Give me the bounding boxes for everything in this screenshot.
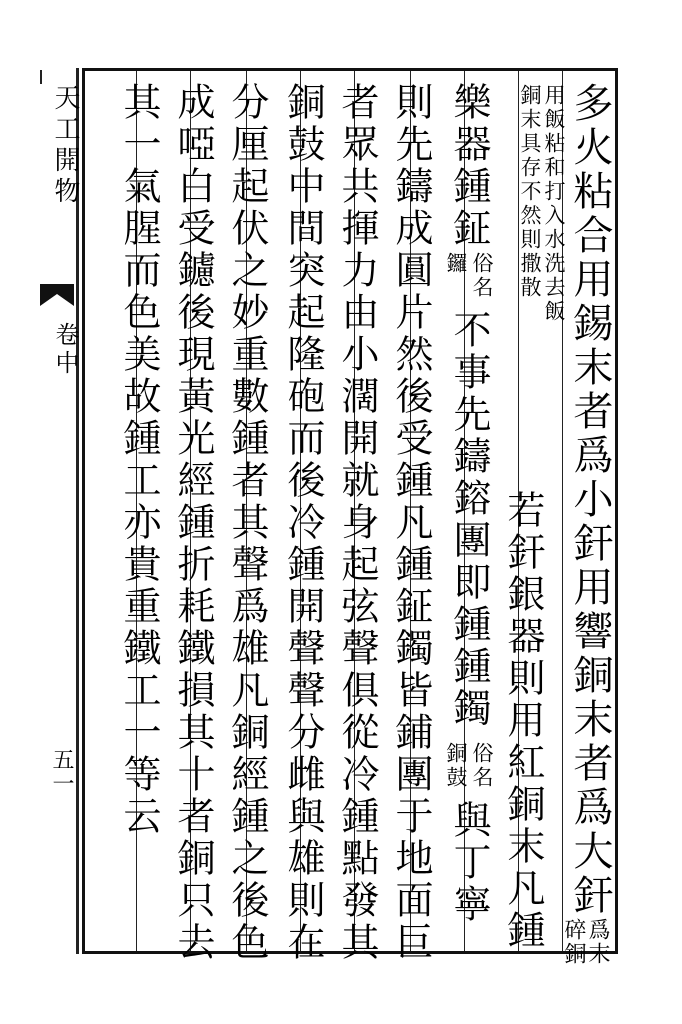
column-1-note-right: 碎銅 <box>561 918 586 966</box>
column-1-note <box>560 918 610 973</box>
volume-label: 卷中 <box>51 322 79 378</box>
column-3-note-right: 俗名 <box>470 252 494 300</box>
page-number: 五一 <box>49 748 74 796</box>
text-column-8: 成啞白受鑢後現黃光經鍾折耗鐵損其十者銅只去 <box>171 82 215 964</box>
column-2-note-right: 用飯粘和打入水洗去飯 <box>542 84 566 324</box>
text-column-6: 銅鼓中間突起隆砲而後冷鍾開聲聲分雌與雄則在 <box>281 82 325 964</box>
column-1-note-left: 爲末 <box>585 918 610 966</box>
text-column-5: 者眾共揮力由小濶開就身起弦聲俱從冷鍾點發其 <box>335 82 379 964</box>
book-title: 天工開物 <box>50 84 80 208</box>
text-column-7: 分厘起伏之妙重數鍾者其聲爲雄凡銅經鍾之後色 <box>225 82 269 964</box>
column-3-text-middle: 不事先鑄鎔團即鍾鍾鐲 <box>447 310 491 730</box>
margin-rule-outer <box>40 70 42 84</box>
column-3-text-end: 與丁寧 <box>447 800 491 926</box>
text-column-9: 其一氣腥而色美故鍾工亦貴重鐵工一等云 <box>117 82 161 838</box>
column-3-note2-left: 銅鼓 <box>444 742 468 790</box>
column-2-text: 若釬銀器則用紅銅末凡鍾 <box>501 490 545 952</box>
column-3-note2-right: 俗名 <box>470 742 494 790</box>
text-column-1 <box>561 82 613 973</box>
column-3-text-start: 樂器鍾鉦 <box>447 82 491 250</box>
fishtail-mark-icon <box>40 284 74 306</box>
column-1-text: 多火粘合用錫末者爲小釬用響銅末者爲大釬 <box>567 82 613 918</box>
column-3-note-left: 鑼 <box>444 252 468 276</box>
text-column-4: 則先鑄成圓片然後受鍾凡鍾鉦鐲皆鋪團于地面巨 <box>389 82 433 964</box>
column-2-note-left: 銅末具存不然則撒散 <box>518 84 542 300</box>
